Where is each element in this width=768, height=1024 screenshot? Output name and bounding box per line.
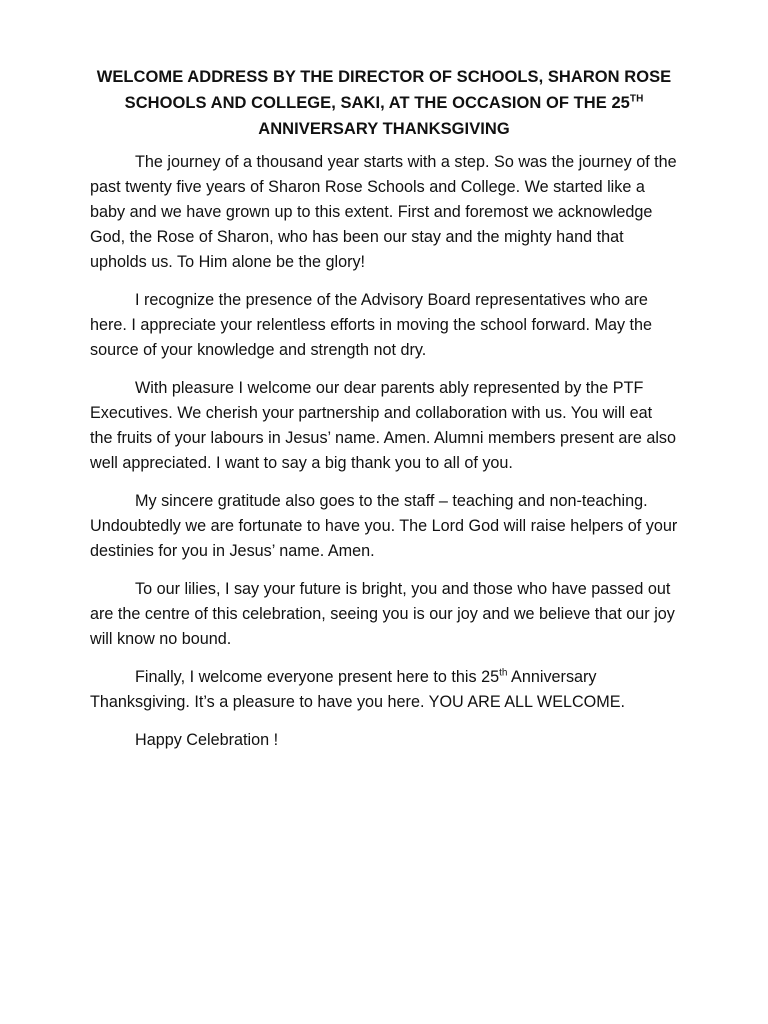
paragraph-1: The journey of a thousand year starts with a step. So was the journey of the past twenty five years of Sharon Rose Schools and College. We started like a baby and we have grown up to this extent. First and foremost we acknowledge God, the Rose of Sharon, who has been our stay and the mighty hand that upholds us. To Him alone be the glory! (90, 153, 677, 271)
title-superscript: TH (629, 93, 644, 105)
paragraph-5: To our lilies, I say your future is bright, you and those who have passed out are the centre of this celebration, seeing you is our joy and we believe that our joy will know no bound. (90, 580, 675, 648)
closing-line: Happy Celebration ! (135, 731, 279, 749)
title-line-3: ANNIVERSARY THANKSGIVING (258, 120, 510, 138)
title-line-1: WELCOME ADDRESS BY THE DIRECTOR OF SCHOOLS, SHARON ROSE (96, 68, 672, 86)
paragraph-4: My sincere gratitude also goes to the staff – teaching and non-teaching. Undoubtedly we are fortunate to have you. The Lord God will raise helpers of your destinies for you in Jesus’ name. Amen. (90, 492, 678, 560)
paragraph-6-superscript: th (499, 667, 508, 679)
paragraph-3: With pleasure I welcome our dear parents ably represented by the PTF Executives. We cherish your partnership and collaboration with us. You will eat the fruits of your labours in Jesus’ name. Amen. Alumni members present are also well appreciated. I want to say a big thank you to all of you. (90, 379, 677, 472)
document-page (90, 64, 678, 766)
paragraph-6-start: Finally, I welcome everyone present here to this 25 (135, 668, 500, 686)
paragraph-6 (90, 665, 678, 715)
paragraph-2: I recognize the presence of the Advisory Board representatives who are here. I appreciate your relentless efforts in moving the school forward. May the source of your knowledge and strength not dry. (90, 291, 653, 359)
title-line-2: SCHOOLS AND COLLEGE, SAKI, AT THE OCCASION OF THE 25 (124, 94, 630, 112)
paragraph-6-end: Anniversary Thanksgiving. It’s a pleasure to have you here. YOU ARE ALL WELCOME. (90, 668, 626, 711)
document-title (90, 64, 678, 142)
